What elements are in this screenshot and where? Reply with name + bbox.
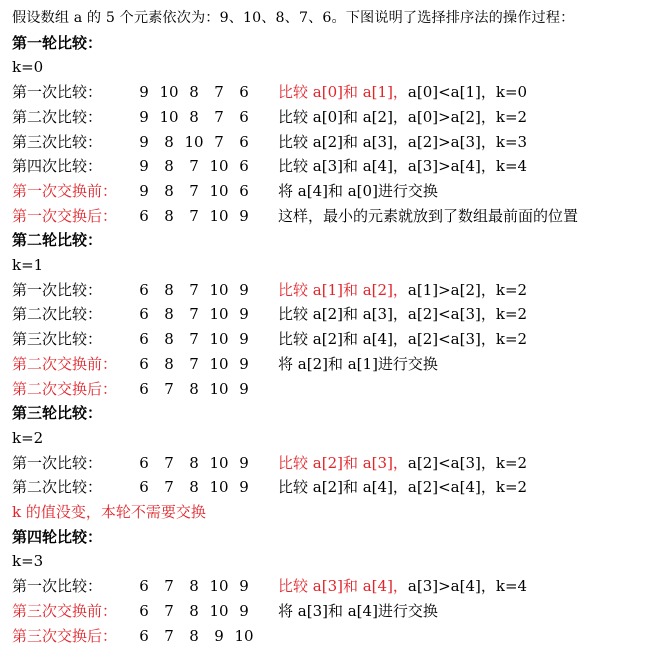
step-label: 第三次交换后：	[12, 626, 118, 645]
step-label: 第三次比较：	[12, 132, 103, 151]
step-note-text: a[3]>a[4]，k=4	[407, 577, 528, 596]
array-value: 7	[214, 83, 224, 102]
array-value: 10	[209, 453, 229, 472]
array-value: 6	[239, 107, 249, 126]
round-title-text: 第二轮比较：	[12, 231, 103, 250]
step-note	[278, 327, 527, 351]
array-values	[130, 451, 272, 475]
step-note-text: 比较 a[3]和 a[4]，a[3]>a[4]，k=4	[278, 157, 528, 176]
step-row	[12, 105, 527, 129]
step-row	[12, 475, 527, 499]
array-value: 9	[139, 181, 149, 200]
array-value: 6	[139, 206, 149, 225]
round-title-text: 第一轮比较：	[12, 33, 103, 52]
step-note-text: 这样，最小的元素就放到了数组最前面的位置	[278, 206, 579, 225]
array-value: 9	[239, 206, 249, 225]
step-note-text: a[0]<a[1]，k=0	[407, 83, 528, 102]
array-value: 9	[239, 330, 249, 349]
array-value: 8	[164, 206, 174, 225]
array-value: 8	[189, 626, 199, 645]
step-note	[278, 302, 527, 326]
array-value: 7	[164, 601, 174, 620]
array-value: 6	[139, 379, 149, 398]
step-label: 第一次比较：	[12, 280, 103, 299]
round-title	[12, 31, 102, 55]
array-value: 9	[139, 132, 149, 151]
array-value: 10	[209, 330, 229, 349]
array-value: 10	[209, 601, 229, 620]
array-value: 8	[189, 601, 199, 620]
array-value: 6	[139, 626, 149, 645]
step-note	[278, 179, 438, 203]
array-value: 7	[164, 626, 174, 645]
k-value: k=1	[12, 256, 44, 274]
array-value: 10	[209, 280, 229, 299]
array-value: 8	[164, 157, 174, 176]
array-values	[130, 130, 272, 154]
step-row	[12, 278, 527, 302]
array-value: 8	[164, 132, 174, 151]
array-value: 6	[139, 354, 149, 373]
array-value: 7	[189, 157, 199, 176]
array-values	[130, 302, 272, 326]
array-value: 10	[209, 181, 229, 200]
step-note-highlight: 比较 a[0]和 a[1]，	[278, 83, 408, 102]
step-label: 第三次比较：	[12, 330, 103, 349]
step-row	[12, 130, 527, 154]
array-value: 9	[239, 478, 249, 497]
k-value: k=2	[12, 428, 44, 447]
step-note	[278, 130, 527, 154]
k-value: k=0	[12, 58, 44, 77]
k-value-line	[12, 253, 43, 277]
array-value: 9	[239, 577, 249, 596]
array-values	[130, 278, 272, 302]
step-row	[12, 179, 438, 203]
step-row	[12, 624, 278, 648]
array-values	[130, 154, 272, 178]
step-row	[12, 154, 527, 178]
step-note-text: 比较 a[2]和 a[4]，a[2]<a[3]，k=2	[278, 330, 528, 349]
array-value: 9	[239, 305, 249, 324]
step-note	[278, 154, 527, 178]
array-value: 6	[139, 280, 149, 299]
array-values	[130, 204, 272, 228]
array-value: 7	[189, 181, 199, 200]
step-row	[12, 302, 527, 326]
array-value: 10	[159, 107, 179, 126]
array-value: 7	[189, 280, 199, 299]
array-value: 8	[189, 83, 199, 102]
array-value: 6	[139, 601, 149, 620]
step-label: 第二次交换前：	[12, 354, 118, 373]
array-value: 10	[209, 478, 229, 497]
k-value: k=3	[12, 552, 44, 571]
round-title	[12, 228, 102, 252]
array-value: 9	[239, 453, 249, 472]
array-value: 7	[164, 379, 174, 398]
array-value: 8	[164, 305, 174, 324]
step-label: 第一次交换前：	[12, 181, 118, 200]
step-note-text: 将 a[4]和 a[0]进行交换	[278, 181, 438, 200]
step-note	[278, 451, 527, 475]
step-note-highlight: 比较 a[1]和 a[2]，	[278, 280, 408, 299]
step-label: 第二次交换后：	[12, 379, 118, 398]
round-footer	[12, 500, 206, 524]
array-value: 8	[189, 577, 199, 596]
array-value: 9	[139, 83, 149, 102]
step-note	[278, 352, 438, 376]
array-value: 7	[164, 453, 174, 472]
step-note-text: 将 a[2]和 a[1]进行交换	[278, 354, 438, 373]
array-value: 7	[189, 305, 199, 324]
k-value-line	[12, 426, 43, 450]
step-row	[12, 80, 527, 104]
step-note-highlight: 比较 a[2]和 a[3]，	[278, 453, 408, 472]
array-value: 10	[209, 157, 229, 176]
array-value: 6	[239, 181, 249, 200]
array-value: 8	[164, 330, 174, 349]
step-note	[278, 105, 527, 129]
step-label: 第四次比较：	[12, 157, 103, 176]
array-value: 7	[214, 132, 224, 151]
array-value: 6	[139, 453, 149, 472]
array-values	[130, 327, 272, 351]
step-note	[278, 204, 578, 228]
array-value: 6	[139, 330, 149, 349]
step-label: 第一次比较：	[12, 83, 103, 102]
array-value: 7	[189, 330, 199, 349]
array-value: 8	[189, 453, 199, 472]
step-note-text: 比较 a[2]和 a[4]，a[2]<a[4]，k=2	[278, 478, 528, 497]
array-value: 9	[239, 354, 249, 373]
step-note	[278, 574, 527, 598]
round-footer-text: k 的值没变，本轮不需要交换	[12, 503, 206, 521]
step-note-text: a[1]>a[2]，k=2	[407, 280, 528, 299]
array-value: 9	[139, 157, 149, 176]
step-note-text: a[2]<a[3]，k=2	[407, 453, 528, 472]
array-value: 9	[239, 601, 249, 620]
round-title-text: 第三轮比较：	[12, 404, 103, 423]
array-values	[130, 599, 272, 623]
array-value: 8	[189, 379, 199, 398]
array-value: 10	[234, 626, 254, 645]
array-value: 9	[139, 107, 149, 126]
step-label: 第二次比较：	[12, 107, 103, 126]
step-label: 第二次比较：	[12, 305, 103, 324]
step-note-text: 比较 a[2]和 a[3]，a[2]>a[3]，k=3	[278, 132, 528, 151]
step-note	[278, 599, 438, 623]
array-value: 7	[214, 107, 224, 126]
intro-text: 假设数组 a 的 5 个元素依次为：9、10、8、7、6。下图说明了选择排序法的操作过程：	[12, 10, 575, 26]
array-value: 6	[239, 83, 249, 102]
array-values	[130, 475, 272, 499]
step-row	[12, 451, 527, 475]
step-note-text: 比较 a[0]和 a[2]，a[0]>a[2]，k=2	[278, 107, 528, 126]
step-note-text: 将 a[3]和 a[4]进行交换	[278, 601, 438, 620]
array-value: 10	[209, 379, 229, 398]
array-value: 7	[189, 206, 199, 225]
step-label: 第二次比较：	[12, 478, 103, 497]
array-value: 6	[139, 305, 149, 324]
array-value: 10	[209, 354, 229, 373]
step-note	[278, 80, 527, 104]
step-note-text: 比较 a[2]和 a[3]，a[2]<a[3]，k=2	[278, 305, 528, 324]
intro-line	[12, 6, 574, 30]
step-row	[12, 377, 278, 401]
array-value: 10	[159, 83, 179, 102]
array-value: 10	[184, 132, 204, 151]
round-title-text: 第四轮比较：	[12, 527, 103, 546]
step-row	[12, 574, 527, 598]
array-value: 7	[189, 354, 199, 373]
array-value: 8	[164, 181, 174, 200]
k-value-line	[12, 55, 43, 79]
array-value: 8	[164, 354, 174, 373]
array-value: 6	[139, 577, 149, 596]
array-value: 6	[239, 132, 249, 151]
array-value: 7	[164, 478, 174, 497]
step-label: 第一次比较：	[12, 577, 103, 596]
array-value: 8	[189, 107, 199, 126]
array-value: 7	[164, 577, 174, 596]
round-title	[12, 401, 102, 425]
step-row	[12, 599, 438, 623]
array-value: 10	[209, 305, 229, 324]
array-value: 6	[239, 157, 249, 176]
step-note-highlight: 比较 a[3]和 a[4]，	[278, 577, 408, 596]
step-note	[278, 475, 527, 499]
round-title	[12, 525, 102, 549]
step-label: 第一次交换后：	[12, 206, 118, 225]
step-note	[278, 278, 527, 302]
array-value: 9	[214, 626, 224, 645]
k-value-line	[12, 549, 43, 573]
array-values	[130, 105, 272, 129]
array-values	[130, 574, 272, 598]
step-label: 第三次交换前：	[12, 601, 118, 620]
array-values	[130, 179, 272, 203]
array-values	[130, 624, 272, 648]
array-value: 8	[189, 478, 199, 497]
array-value: 8	[164, 280, 174, 299]
array-value: 6	[139, 478, 149, 497]
array-values	[130, 80, 272, 104]
step-row	[12, 352, 438, 376]
array-values	[130, 377, 272, 401]
array-value: 10	[209, 577, 229, 596]
step-label: 第一次比较：	[12, 453, 103, 472]
step-row	[12, 204, 578, 228]
array-value: 10	[209, 206, 229, 225]
array-value: 9	[239, 379, 249, 398]
array-values	[130, 352, 272, 376]
array-value: 9	[239, 280, 249, 299]
step-row	[12, 327, 527, 351]
